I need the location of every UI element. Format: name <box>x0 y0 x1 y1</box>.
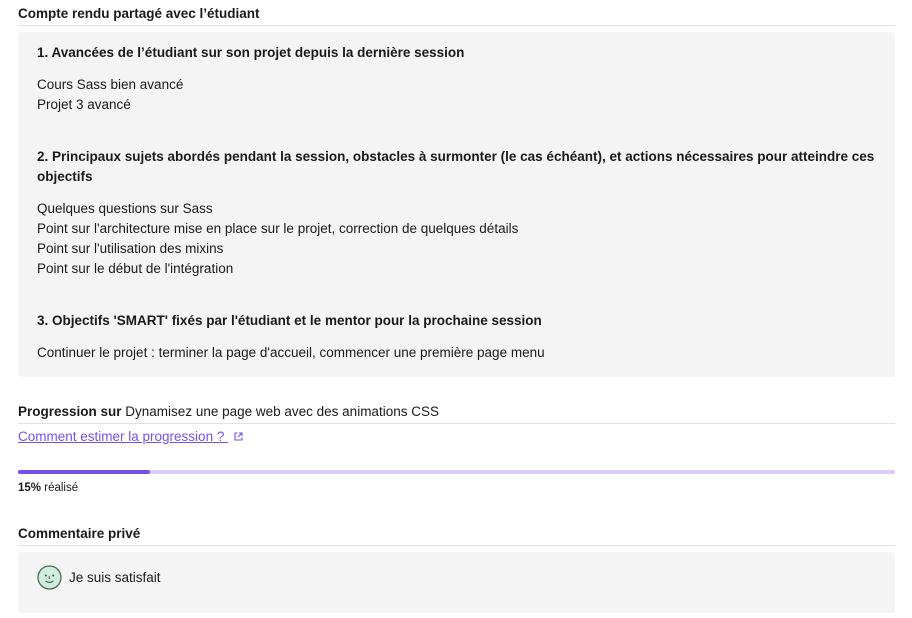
help-link-label: Comment estimer la progression ? <box>18 429 225 444</box>
answer-line: Projet 3 avancé <box>37 97 131 112</box>
private-comment-box <box>18 552 895 613</box>
course-name: Dynamisez une page web avec des animations CSS <box>125 404 439 419</box>
answer-line: Point sur le début de l'intégration <box>37 261 234 276</box>
progress-text <box>18 482 78 494</box>
answer-line: Cours Sass bien avancé <box>37 77 184 92</box>
question-title-1: 1. Avancées de l’étudiant sur son projet depuis la dernière session <box>37 45 465 60</box>
satisfied-face-icon <box>37 565 62 590</box>
answer-line: Continuer le projet : terminer la page d'accueil, commencer une première page menu <box>37 345 545 360</box>
progress-percent: 15% <box>18 482 42 494</box>
answer-line: Point sur l'utilisation des mixins <box>37 241 224 256</box>
question-title-2: 2. Principaux sujets abordés pendant la session, obstacles à surmonter (le cas échéant), et actions nécessaires pour atteindre ces objectifs <box>37 149 875 184</box>
private-comment-text: Je suis satisfait <box>69 570 161 585</box>
progress-bar-fill <box>18 470 150 474</box>
external-link-icon <box>234 432 243 441</box>
progression-help-link[interactable] <box>18 429 243 444</box>
question-title-3: 3. Objectifs 'SMART' fixés par l'étudiant et le mentor pour la prochaine session <box>37 313 542 328</box>
progression-label: Progression sur <box>18 404 122 419</box>
report-content <box>18 32 895 377</box>
private-comment-heading: Commentaire privé <box>18 526 895 546</box>
answer-line: Point sur l'architecture mise en place sur le projet, correction de quelques détails <box>37 221 519 236</box>
progression-heading <box>18 404 895 424</box>
answer-line: Quelques questions sur Sass <box>37 201 213 216</box>
progress-done-label: réalisé <box>44 482 79 494</box>
report-heading: Compte rendu partagé avec l’étudiant <box>18 6 895 26</box>
progress-bar <box>18 470 895 474</box>
